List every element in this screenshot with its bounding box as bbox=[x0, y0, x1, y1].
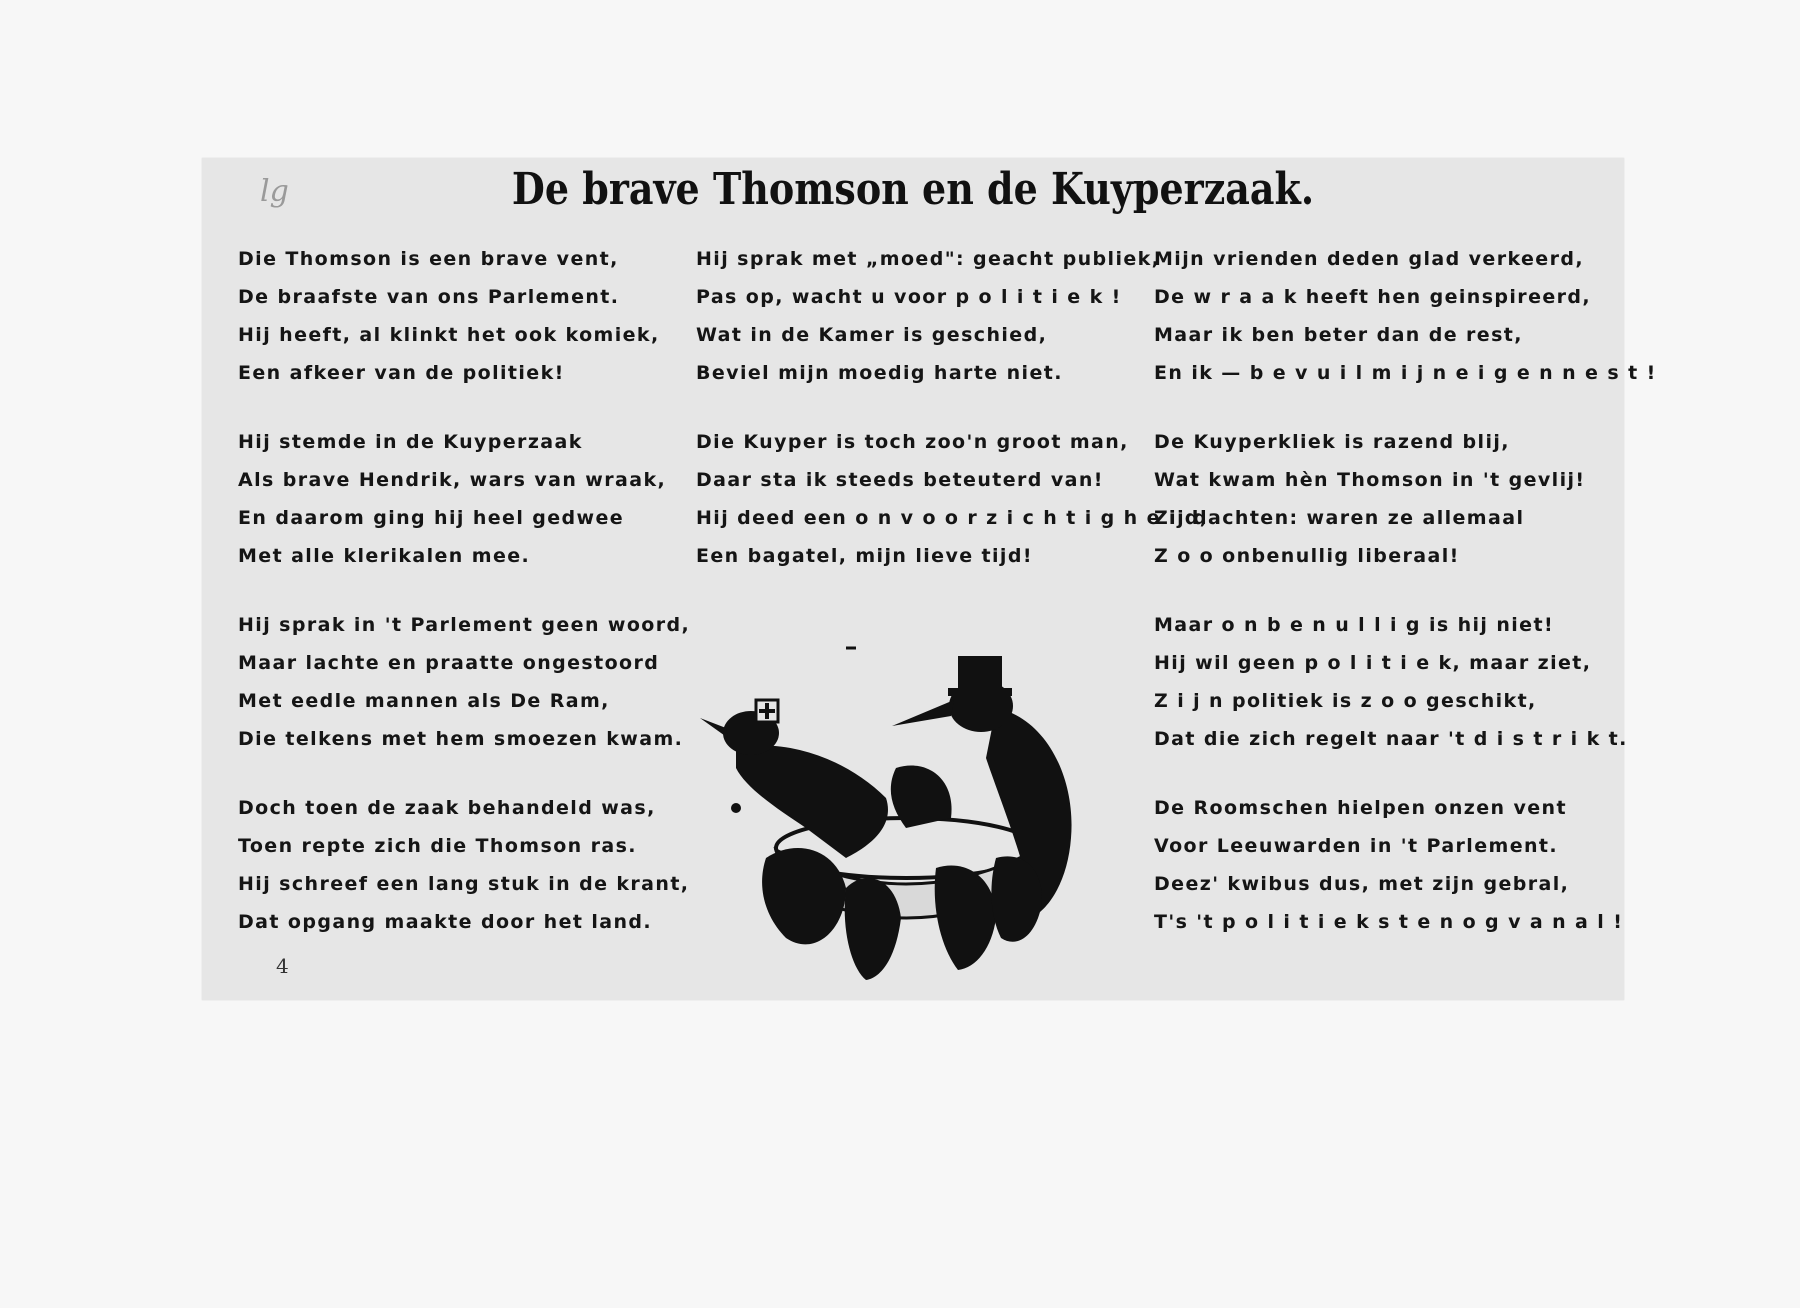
stanza bbox=[1154, 240, 1657, 392]
poem-title: De brave Thomson en de Kuyperzaak. bbox=[511, 162, 1315, 215]
poem-line: Beviel mijn moedig harte niet. bbox=[696, 362, 1063, 384]
poem-line: Wat kwam hèn Thomson in 't gevlij! bbox=[1154, 469, 1586, 491]
stanza bbox=[238, 789, 690, 941]
poem-line: Toen repte zich die Thomson ras. bbox=[238, 835, 637, 857]
crows-cartoon-illustration bbox=[696, 588, 1136, 988]
stanza bbox=[696, 240, 1161, 392]
poem-line: Deez' kwibus dus, met zijn gebral, bbox=[1154, 873, 1570, 895]
poem-column-3 bbox=[1154, 240, 1657, 972]
poem-line: Als brave Hendrik, wars van wraak, bbox=[238, 469, 667, 491]
poem-line: Met alle klerikalen mee. bbox=[238, 545, 531, 567]
poem-line: De Kuyperkliek is razend blij, bbox=[1154, 431, 1510, 453]
clipping-sheet bbox=[202, 158, 1657, 1000]
poem-line: Hij sprak met „moed": geacht publiek, bbox=[696, 248, 1161, 270]
poem-line: Doch toen de zaak behandeld was, bbox=[238, 797, 656, 819]
poem-line: Zij dachten: waren ze allemaal bbox=[1154, 507, 1525, 529]
poem-line: Pas op, wacht u voor p o l i t i e k ! bbox=[696, 286, 1122, 308]
poem-line: Daar sta ik steeds beteuterd van! bbox=[696, 469, 1104, 491]
poem-line: Maar lachte en praatte ongestoord bbox=[238, 652, 660, 674]
poem-line: T's 't p o l i t i e k s t e n o g v a n a l ! bbox=[1154, 911, 1624, 933]
poem-line: Dat die zich regelt naar 't d i s t r i k t. bbox=[1154, 728, 1628, 750]
stanza bbox=[1154, 789, 1624, 941]
stanza bbox=[1154, 606, 1628, 758]
poem-line: Z i j n politiek is z o o geschikt, bbox=[1154, 690, 1537, 712]
poem-line: Die Kuyper is toch zoo'n groot man, bbox=[696, 431, 1129, 453]
poem-line: Hij stemde in de Kuyperzaak bbox=[238, 431, 583, 453]
page-number: 4 bbox=[276, 954, 289, 978]
poem-line: De Roomschen hielpen onzen vent bbox=[1154, 797, 1567, 819]
poem-line: Hij wil geen p o l i t i e k, maar ziet, bbox=[1154, 652, 1592, 674]
poem-line: Maar ik ben beter dan de rest, bbox=[1154, 324, 1523, 346]
poem-line: De braafste van ons Parlement. bbox=[238, 286, 620, 308]
poem-line: Maar o n b e n u l l i g is hij niet! bbox=[1154, 614, 1555, 636]
poem-column-1 bbox=[238, 240, 691, 972]
stanza bbox=[238, 606, 691, 758]
poem-line: Wat in de Kamer is geschied, bbox=[696, 324, 1048, 346]
poem-line: Een bagatel, mijn lieve tijd! bbox=[696, 545, 1033, 567]
poem-column-2 bbox=[696, 240, 1209, 606]
poem-line: Dat opgang maakte door het land. bbox=[238, 911, 653, 933]
stanza bbox=[1154, 423, 1594, 575]
poem-line: Z o o onbenullig liberaal! bbox=[1154, 545, 1460, 567]
poem-line: Die Thomson is een brave vent, bbox=[238, 248, 619, 270]
stanza bbox=[696, 423, 1209, 575]
stanza bbox=[238, 423, 678, 575]
poem-line: En ik — b e v u i l m i j n e i g e n n e s t ! bbox=[1154, 362, 1657, 384]
stanza bbox=[238, 240, 678, 392]
poem-line: Mijn vrienden deden glad verkeerd, bbox=[1154, 248, 1584, 270]
poem-line: Hij schreef een lang stuk in de krant, bbox=[238, 873, 690, 895]
poem-line: Hij sprak in 't Parlement geen woord, bbox=[238, 614, 691, 636]
pencil-annotation: lg bbox=[260, 174, 289, 209]
poem-line: De w r a a k heeft hen geinspireerd, bbox=[1154, 286, 1592, 308]
poem-line: Hij deed een o n v o o r z i c h t i g h e i d, bbox=[696, 507, 1209, 529]
poem-line: En daarom ging hij heel gedwee bbox=[238, 507, 625, 529]
poem-line: Hij heeft, al klinkt het ook komiek, bbox=[238, 324, 660, 346]
poem-line: Een afkeer van de politiek! bbox=[238, 362, 565, 384]
poem-line: Die telkens met hem smoezen kwam. bbox=[238, 728, 684, 750]
poem-line: Voor Leeuwarden in 't Parlement. bbox=[1154, 835, 1559, 857]
poem-line: Met eedle mannen als De Ram, bbox=[238, 690, 610, 712]
